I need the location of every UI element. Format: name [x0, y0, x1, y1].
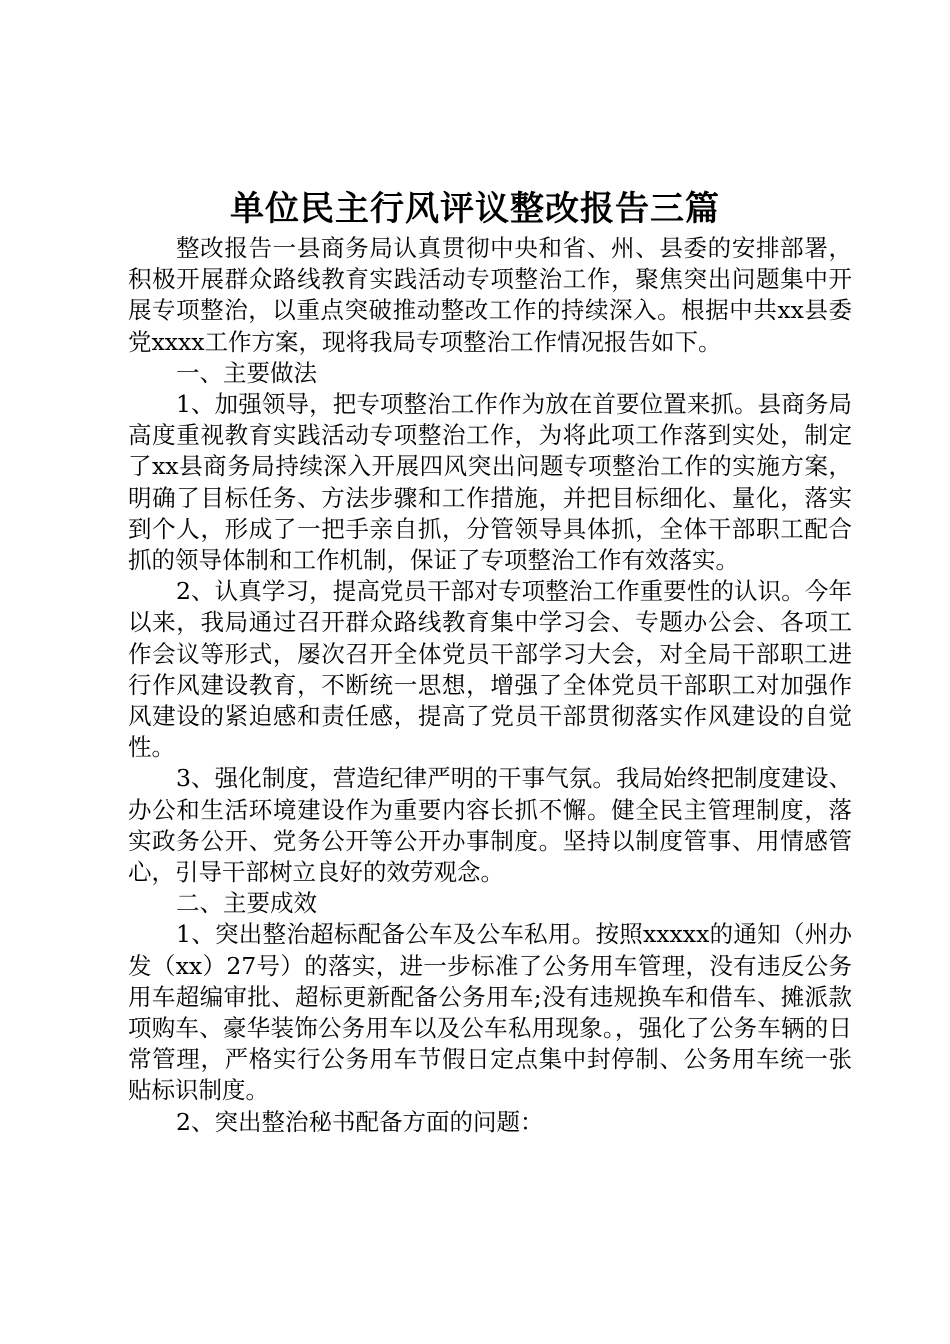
- paragraph-result-2: 2、突出整治秘书配备方面的问题：: [176, 1107, 544, 1136]
- paragraph-intro: 整改报告一县商务局认真贯彻中央和省、州、县委的安排部署，积极开展群众路线教育实践活动专项整治工作，聚焦突出问题集中开展专项整治，以重点突破推动整改工作的持续深入。根据中共xx县委党xxxx工作方案，现将我局专项整治工作情况报告如下。: [128, 234, 852, 356]
- section-heading-main-results: 二、主要成效: [176, 889, 317, 918]
- paragraph-practice-1: 1、加强领导，把专项整治工作作为放在首要位置来抓。县商务局高度重视教育实践活动专项整治工作，为将此项工作落到实处，制定了xx县商务局持续深入开展四风突出问题专项整治工作的实施方案，明确了目标任务、方法步骤和工作措施，并把目标细化、量化，落实到个人，形成了一把手亲自抓，分管领导具体抓，全体干部职工配合抓的领导体制和工作机制，保证了专项整治工作有效落实。: [128, 390, 852, 575]
- section-heading-main-practices: 一、主要做法: [176, 358, 317, 387]
- document-body: [128, 233, 852, 1138]
- paragraph-practice-3: 3、强化制度，营造纪律严明的干事气氛。我局始终把制度建设、办公和生活环境建设作为重要内容长抓不懈。健全民主管理制度，落实政务公开、党务公开等公开办事制度。坚持以制度管事、用情感管心，引导干部树立良好的效劳观念。: [128, 764, 852, 887]
- paragraph-result-1: 1、突出整治超标配备公车及公车私用。按照xxxxx的通知（州办发（xx）27号）的落实，进一步标准了公务用车管理，没有违反公务用车超编审批、超标更新配备公务用车;没有违规换车和借车、摊派款项购车、豪华装饰公务用车以及公车私用现象。，强化了公务车辆的日常管理，严格实行公务用车节假日定点集中封停制、公务用车统一张贴标识制度。: [128, 920, 852, 1105]
- paragraph-practice-2: 2、认真学习，提高党员干部对专项整治工作重要性的认识。今年以来，我局通过召开群众路线教育集中学习会、专题办公会、各项工作会议等形式，屡次召开全体党员干部学习大会，对全局干部职工进行作风建设教育，不断统一思想，增强了全体党员干部职工对加强作风建设的紧迫感和责任感，提高了党员干部贯彻落实作风建设的自觉性。: [128, 577, 852, 762]
- document-title: 单位民主行风评议整改报告三篇: [230, 189, 720, 229]
